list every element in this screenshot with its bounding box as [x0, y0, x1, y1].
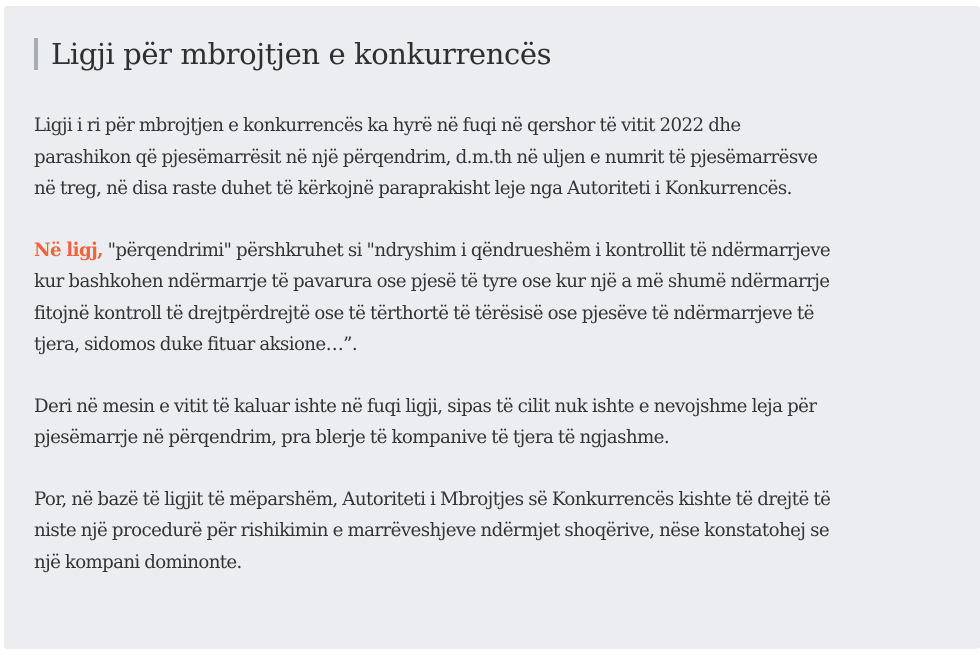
paragraph-line: parashikon që pjesëmarrësit në një përqendrim, d.m.th në uljen e numrit të pjesëmarrësve [34, 146, 818, 168]
paragraph-line: Ligji i ri për mbrojtjen e konkurrencës ka hyrë në fuqi në qershor të vitit 2022 dhe [34, 115, 741, 136]
article-header [34, 32, 954, 76]
highlighted-phrase: Në ligj, [34, 239, 103, 261]
paragraph-2 [34, 235, 954, 361]
paragraph-line [34, 235, 954, 267]
paragraph-line: fitojnë kontroll të drejtpërdrejtë ose të tërthortë të tërësisë ose pjesëve të ndërmarrjeve të [34, 302, 814, 324]
paragraph-line: në treg, në disa raste duhet të kërkojnë paraprakisht leje nga Autoriteti i Konkurrencës. [34, 178, 792, 199]
paragraph-line: tjera, sidomos duke fituar aksione…”. [34, 334, 358, 355]
article-title: Ligji për mbrojtjen e konkurrencës [51, 37, 552, 71]
paragraph-line: Por, në bazë të ligjit të mëparshëm, Autoriteti i Mbrojtjes së Konkurrencës kishte të drejtë të [34, 488, 831, 510]
paragraph-line: kur bashkohen ndërmarrje të pavarura ose pjesë të tyre ose kur një a më shumë ndërmarrje [34, 271, 830, 292]
paragraph-text: "përqendrimi" përshkruhet si "ndryshim i qëndrueshëm i kontrollit të ndërmarrjeve [102, 239, 831, 261]
title-accent-bar [34, 38, 38, 70]
paragraph-line: niste një procedurë për rishikimin e marrëveshjeve ndërmjet shoqërive, nëse konstatohej se [34, 520, 830, 541]
paragraph-line: Deri në mesin e vitit të kaluar ishte në fuqi ligji, sipas të cilit nuk ishte e nevojshme leja për [34, 395, 817, 417]
paragraph-1 [34, 110, 954, 205]
paragraph-line: pjesëmarrje në përqendrim, pra blerje të kompanive të tjera të ngjashme. [34, 427, 670, 448]
paragraph-4 [34, 484, 954, 579]
paragraph-3 [34, 391, 954, 454]
article-card [4, 6, 980, 649]
paragraph-line: një kompani dominonte. [34, 551, 242, 573]
